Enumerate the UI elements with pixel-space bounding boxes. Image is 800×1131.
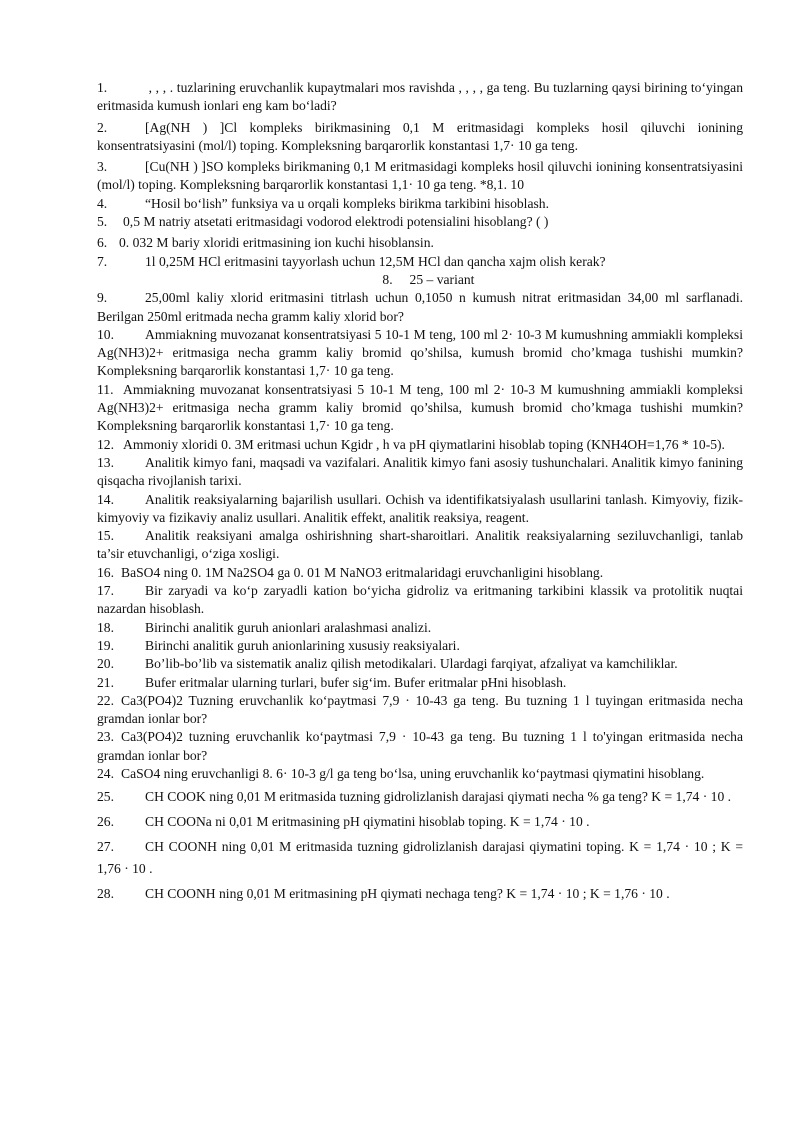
question-text: Birinchi analitik guruh anionlarining xususiy reaksiyalari.	[145, 637, 460, 653]
question-text: Bufer eritmalar ularning turlari, bufer sig‘im. Bufer eritmalar pHni hisoblash.	[145, 674, 567, 690]
question-text: Analitik kimyo fani, maqsadi va vazifalari. Analitik kimyo fani asosiy tushunchalari. Analitik kimyo fanining qisqacha rivojlanish tarixi.	[97, 454, 743, 489]
question-text: 0,5 M natriy atsetati eritmasidagi vodorod elektrodi potensialini hisoblang? ( )	[123, 214, 549, 230]
question-text: Bo’lib-bo’lib va sistematik analiz qilish metodikalari. Ulardagi farqiyat, afzaliyat va kamchiliklar.	[145, 656, 678, 672]
question-text: CaSO4 ning eruvchanligi 8. 6· 10-3 g/l ga teng bo‘lsa, uning eruvchanlik ko‘paytmasi qiymatini hisoblang.	[121, 765, 705, 781]
question-5	[97, 213, 743, 231]
question-6	[97, 234, 743, 252]
question-10	[97, 326, 743, 381]
question-4	[97, 195, 743, 213]
question-number: 16.	[97, 564, 114, 580]
question-number: 2.	[97, 119, 108, 135]
question-3	[97, 158, 743, 195]
question-number: 23.	[97, 729, 114, 745]
question-number: 22.	[97, 692, 114, 708]
question-number: 8.	[382, 271, 393, 287]
question-number: 26.	[97, 814, 114, 830]
question-text: , , , . tuzlarining eruvchanlik kupaytmalari mos ravishda , , , , ga teng. Bu tuzlarning qaysi birining to‘yingan eritmasida kumush ionlari eng kam bo‘ladi?	[97, 80, 743, 114]
question-text: Bir zaryadi va ko‘p zaryadli kation bo‘yicha gidroliz va eritmaning tarkibini klassik va protolitik nuqtai nazardan hisoblash.	[97, 583, 743, 617]
question-text: 1l 0,25M HCl eritmasini tayyorlash uchun 12,5M HCl dan qancha xajm olish kerak?	[145, 253, 606, 269]
question-text: CH COONH ning 0,01 M eritmasida tuzning gidrolizlanish darajasi qiymatini toping. K = 1,74 · 10 ; K = 1,76 · 10 .	[97, 839, 743, 877]
question-26	[97, 811, 743, 833]
question-11	[97, 381, 743, 436]
question-13	[97, 454, 743, 491]
question-text: CH COONH ning 0,01 M eritmasining pH qiymati nechaga teng? K = 1,74 · 10 ; K = 1,76 · 10 .	[145, 886, 670, 902]
question-24	[97, 765, 743, 783]
question-27	[97, 836, 743, 880]
question-20	[97, 655, 743, 673]
question-14	[97, 491, 743, 528]
variant-title: 25 – variant	[409, 271, 475, 287]
question-1	[97, 79, 743, 116]
question-9	[97, 289, 743, 326]
question-number: 11.	[97, 381, 114, 397]
variant-heading	[97, 271, 743, 289]
question-number: 7.	[97, 253, 108, 269]
question-text: Ammiakning muvozanat konsentratsiyasi 5 10-1 M teng, 100 ml 2· 10-3 M kumushning ammiakli kompleksi Ag(NH3)2+ eritmasiga necha gramm kaliy bromid qo’shilsa, kumush bromid cho’kmaga tushishi mumkin? Kompleksning barqarorlik konstantasi 1,7· 10 ga teng.	[97, 381, 743, 434]
question-21	[97, 674, 743, 692]
question-number: 25.	[97, 789, 114, 805]
question-text: CH COOK ning 0,01 M eritmasida tuzning gidrolizlanish darajasi qiymati necha % ga teng? K = 1,74 · 10 .	[145, 789, 732, 805]
question-text: 25,00ml kaliy xlorid eritmasini titrlash uchun 0,1050 n kumush nitrat eritmasidan 34,00 ml sarflanadi. Berilgan 250ml eritmada necha gramm kaliy xlorid bor?	[97, 290, 743, 324]
question-number: 24.	[97, 765, 114, 781]
question-number: 9.	[97, 290, 108, 306]
question-number: 12.	[97, 436, 114, 452]
question-25	[97, 786, 743, 808]
question-text: Birinchi analitik guruh anionlari aralashmasi analizi.	[145, 619, 432, 635]
question-number: 19.	[97, 637, 114, 653]
question-number: 10.	[97, 326, 114, 342]
question-number: 3.	[97, 159, 108, 175]
question-number: 13.	[97, 454, 114, 470]
question-number: 6.	[97, 235, 108, 251]
question-text: Ammoniy xloridi 0. 3M eritmasi uchun Kgidr , h va pH qiymatlarini hisoblab toping (KNH4OH=1,76 * 10-5).	[123, 436, 725, 452]
question-text: BaSO4 ning 0. 1M Na2SO4 ga 0. 01 M NaNO3 eritmalaridagi eruvchanligini hisoblang.	[121, 564, 604, 580]
question-16	[97, 564, 743, 582]
question-number: 27.	[97, 839, 114, 855]
question-7	[97, 253, 743, 271]
question-12	[97, 436, 743, 454]
question-17	[97, 582, 743, 619]
question-19	[97, 637, 743, 655]
question-number: 20.	[97, 656, 114, 672]
question-text: Analitik reaksiyalarning bajarilish usullari. Ochish va identifikatsiyalash usullarini tanlash. Kimyoviy, fizik-kimyoviy va fizikaviy analiz usullari. Analitik effekt, analitik reaksiya, reagent.	[97, 491, 743, 525]
question-23	[97, 728, 743, 765]
question-15	[97, 527, 743, 564]
question-28	[97, 883, 743, 905]
question-text: Ca3(PO4)2 tuzning eruvchanlik ko‘paytmasi 7,9 · 10-43 ga teng. Bu tuzning 1 l to'yingan eritmasida necha gramdan ionlar bor?	[97, 729, 743, 763]
question-number: 4.	[97, 195, 108, 211]
question-22	[97, 692, 743, 729]
question-number: 15.	[97, 528, 114, 544]
question-text: Analitik reaksiyani amalga oshirishning shart-sharoitlari. Analitik reaksiyalarning seziluvchanligi, tanlab ta’sir etuvchanligi, o‘ziga xosligi.	[97, 528, 743, 562]
question-number: 5.	[97, 214, 108, 230]
question-text: [Ag(NH ) ]Cl kompleks birikmasining 0,1 M eritmasidagi kompleks hosil qiluvchi ionining konsentratsiyasini (mol/l) toping. Kompleksning barqarorlik konstantasi 1,7· 10 ga teng.	[97, 119, 743, 153]
question-2	[97, 119, 743, 156]
question-number: 18.	[97, 619, 114, 635]
question-text: Ca3(PO4)2 Tuzning eruvchanlik ko‘paytmasi 7,9 · 10-43 ga teng. Bu tuzning 1 l tuyingan eritmasida necha gramdan ionlar bor?	[97, 692, 743, 727]
question-text: Ammiakning muvozanat konsentratsiyasi 5 10-1 M teng, 100 ml 2· 10-3 M kumushning ammiakli kompleksi Ag(NH3)2+ eritmasiga necha gramm kaliy bromid qo’shilsa, kumush bromid cho’kmaga tushishi mumkin? Kompleksning barqarorlik konstantasi 1,7· 10 ga teng.	[97, 326, 743, 379]
question-number: 28.	[97, 886, 114, 902]
question-number: 1.	[97, 80, 108, 95]
question-text: “Hosil bo‘lish” funksiya va u orqali kompleks birikma tarkibini hisoblash.	[145, 195, 549, 211]
question-text: CH COONa ni 0,01 M eritmasining pH qiymatini hisoblab toping. K = 1,74 · 10 .	[145, 814, 590, 830]
question-text: [Cu(NH ) ]SO kompleks birikmaning 0,1 M eritmasidagi kompleks hosil qiluvchi ionining konsentratsiyasini (mol/l) toping. Kompleksning barqarorlik konstantasi 1,1· 10 ga teng. *8,1. 10	[97, 159, 743, 193]
question-number: 17.	[97, 583, 114, 599]
question-text: 0. 032 M bariy xloridi eritmasining ion kuchi hisoblansin.	[119, 235, 434, 251]
question-number: 21.	[97, 674, 114, 690]
document-page	[97, 79, 743, 905]
question-number: 14.	[97, 491, 114, 507]
question-18	[97, 619, 743, 637]
